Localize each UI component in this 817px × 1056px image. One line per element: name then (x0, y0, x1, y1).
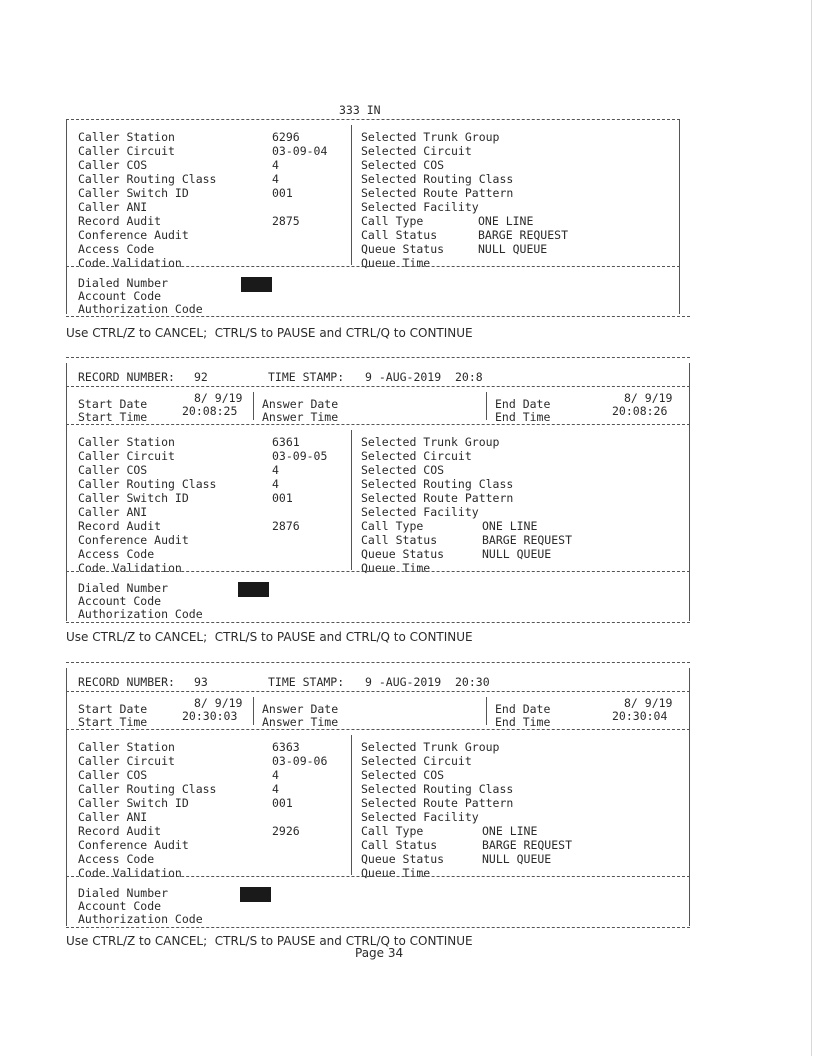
record-2-call-type: ONE LINE (482, 519, 538, 533)
record-3-label-caller-ani: Caller ANI (78, 810, 148, 824)
record-2-label-selected-circuit: Selected Circuit (361, 449, 472, 463)
record-1-label-code-validation: Code Validation (78, 256, 182, 270)
record-2-label-caller-routing-class: Caller Routing Class (78, 477, 217, 491)
record-3-caller-circuit: 03-09-06 (272, 754, 328, 768)
record-2-label-record-audit: Record Audit (78, 519, 162, 533)
record-3-label-caller-station: Caller Station (78, 740, 175, 754)
record-3-queue-status: NULL QUEUE (482, 852, 552, 866)
record-3-label-selected-routing-class: Selected Routing Class (361, 782, 514, 796)
record-3-end-time: 20:30:04 (612, 709, 668, 723)
record-1-label-selected-trunk-group: Selected Trunk Group (361, 130, 500, 144)
record-3-label-end-date: End Date (495, 702, 551, 716)
record-2-label-caller-ani: Caller ANI (78, 505, 148, 519)
record-1-record-audit: 2875 (272, 214, 300, 228)
record-3-header-rule (66, 691, 690, 692)
record-2-label-selected-routing-class: Selected Routing Class (361, 477, 514, 491)
record-1-control-prompt: Use CTRL/Z to CANCEL; CTRL/S to PAUSE and CTRL/Q to CONTINUE (66, 326, 473, 340)
record-2-bottom-rule (66, 622, 690, 623)
record-3-label-queue-time: Queue Time (361, 866, 431, 880)
record-1-label-caller-station: Caller Station (78, 130, 175, 144)
record-3-label-answer-date: Answer Date (262, 702, 339, 716)
record-2-mid-rule (66, 571, 690, 572)
record-2-caller-circuit: 03-09-05 (272, 449, 328, 463)
record-2-label-dialed-number: Dialed Number (78, 581, 169, 595)
record-2-queue-status: NULL QUEUE (482, 547, 552, 561)
record-3-end-divider (486, 697, 487, 725)
record-2-start-divider (253, 392, 254, 420)
record-1-call-type: ONE LINE (478, 214, 534, 228)
record-3-record-audit: 2926 (272, 824, 300, 838)
record-2-label-call-status: Call Status (361, 533, 438, 547)
record-3-label-queue-status: Queue Status (361, 852, 445, 866)
record-2-label-start-time: Start Time (78, 410, 148, 424)
record-1-label-caller-ani: Caller ANI (78, 200, 148, 214)
record-3-bottom-rule (66, 927, 690, 928)
record-2-label-caller-switch-id: Caller Switch ID (78, 491, 189, 505)
record-3-label-account-code: Account Code (78, 899, 162, 913)
record-2-top-rule (66, 357, 690, 358)
page-number: Page 34 (355, 946, 404, 960)
record-3-caller-routing-class: 4 (272, 782, 279, 796)
record-2-header-rule (66, 386, 690, 387)
record-3-label-answer-time: Answer Time (262, 715, 339, 729)
record-3-label-end-time: End Time (495, 715, 551, 729)
record-3-right-border (689, 668, 690, 926)
record-2-label-authorization-code: Authorization Code (78, 607, 203, 621)
record-2-label-queue-status: Queue Status (361, 547, 445, 561)
record-2-caller-routing-class: 4 (272, 477, 279, 491)
record-3-label-selected-circuit: Selected Circuit (361, 754, 472, 768)
record-2-record-number: 92 (194, 370, 208, 384)
record-3-label-conference-audit: Conference Audit (78, 838, 189, 852)
record-3-label-caller-switch-id: Caller Switch ID (78, 796, 189, 810)
record-1-right-border (679, 119, 680, 314)
record-2-label-answer-date: Answer Date (262, 397, 339, 411)
record-3-label-caller-cos: Caller COS (78, 768, 148, 782)
record-1-caller-circuit: 03-09-04 (272, 144, 328, 158)
record-1-call-status: BARGE REQUEST (478, 228, 569, 242)
record-2-label-record-number: RECORD NUMBER: (78, 370, 175, 384)
record-3-start-divider (253, 697, 254, 725)
record-2-label-selected-facility: Selected Facility (361, 505, 479, 519)
record-3-call-status: BARGE REQUEST (482, 838, 573, 852)
record-2-time-stamp: 9 -AUG-2019 20:8 (365, 370, 483, 384)
record-1-label-queue-status: Queue Status (361, 242, 445, 256)
record-3-caller-station: 6363 (272, 740, 300, 754)
record-3-start-time: 20:30:03 (182, 709, 238, 723)
record-3-label-selected-cos: Selected COS (361, 768, 445, 782)
record-1-label-dialed-number: Dialed Number (78, 276, 169, 290)
record-3-control-prompt: Use CTRL/Z to CANCEL; CTRL/S to PAUSE and CTRL/Q to CONTINUE (66, 934, 473, 948)
page-header-title: 333 IN (339, 103, 381, 117)
record-1-label-authorization-code: Authorization Code (78, 302, 203, 316)
record-3-caller-switch-id: 001 (272, 796, 293, 810)
record-3-start-date: 8/ 9/19 (194, 696, 243, 710)
record-2-end-divider (486, 392, 487, 420)
record-3-label-code-validation: Code Validation (78, 866, 182, 880)
record-1-label-call-type: Call Type (361, 214, 424, 228)
record-2-label-end-time: End Time (495, 410, 551, 424)
record-2-start-date: 8/ 9/19 (194, 391, 243, 405)
record-3-column-divider (351, 735, 352, 875)
record-1-label-selected-circuit: Selected Circuit (361, 144, 472, 158)
record-2-label-code-validation: Code Validation (78, 561, 182, 575)
record-1-label-account-code: Account Code (78, 289, 162, 303)
record-2-start-time: 20:08:25 (182, 404, 238, 418)
record-3-record-number: 93 (194, 675, 208, 689)
record-3-label-call-type: Call Type (361, 824, 424, 838)
record-3-mid-rule (66, 876, 690, 877)
record-1-top-rule (66, 119, 680, 120)
record-1-bottom-rule (66, 316, 690, 317)
record-3-left-border (66, 668, 67, 926)
record-2-label-account-code: Account Code (78, 594, 162, 608)
record-2-right-border (689, 363, 690, 621)
record-2-call-status: BARGE REQUEST (482, 533, 573, 547)
record-1-label-selected-routing-class: Selected Routing Class (361, 172, 514, 186)
record-2-end-date: 8/ 9/19 (624, 391, 673, 405)
record-2-caller-switch-id: 001 (272, 491, 293, 505)
record-3-time-stamp: 9 -AUG-2019 20:30 (365, 675, 490, 689)
record-3-label-caller-circuit: Caller Circuit (78, 754, 175, 768)
record-1-label-caller-routing-class: Caller Routing Class (78, 172, 217, 186)
record-3-label-start-time: Start Time (78, 715, 148, 729)
record-3-label-authorization-code: Authorization Code (78, 912, 203, 926)
record-3-end-date: 8/ 9/19 (624, 696, 673, 710)
record-2-caller-cos: 4 (272, 463, 279, 477)
record-3-caller-cos: 4 (272, 768, 279, 782)
record-2-label-caller-circuit: Caller Circuit (78, 449, 175, 463)
record-1-label-conference-audit: Conference Audit (78, 228, 189, 242)
record-2-record-audit: 2876 (272, 519, 300, 533)
record-2-dates-rule (66, 424, 690, 425)
record-2-label-access-code: Access Code (78, 547, 155, 561)
record-3-label-dialed-number: Dialed Number (78, 886, 169, 900)
record-2-dialed-number-redaction (238, 582, 269, 597)
record-1-label-caller-cos: Caller COS (78, 158, 148, 172)
record-2-label-start-date: Start Date (78, 397, 148, 411)
record-2-label-answer-time: Answer Time (262, 410, 339, 424)
record-1-caller-switch-id: 001 (272, 186, 293, 200)
record-3-dialed-number-redaction (240, 887, 271, 902)
record-2-label-conference-audit: Conference Audit (78, 533, 189, 547)
record-3-dates-rule (66, 729, 690, 730)
record-1-label-selected-route-pattern: Selected Route Pattern (361, 186, 514, 200)
record-1-label-access-code: Access Code (78, 242, 155, 256)
record-1-caller-cos: 4 (272, 158, 279, 172)
record-1-caller-station: 6296 (272, 130, 300, 144)
record-2-label-selected-cos: Selected COS (361, 463, 445, 477)
record-2-label-end-date: End Date (495, 397, 551, 411)
record-2-label-caller-cos: Caller COS (78, 463, 148, 477)
record-3-label-access-code: Access Code (78, 852, 155, 866)
record-1-dialed-number-redaction (241, 277, 272, 292)
record-3-label-caller-routing-class: Caller Routing Class (78, 782, 217, 796)
record-2-label-time-stamp: TIME STAMP: (268, 370, 345, 384)
record-3-label-selected-trunk-group: Selected Trunk Group (361, 740, 500, 754)
record-1-label-call-status: Call Status (361, 228, 438, 242)
record-3-label-call-status: Call Status (361, 838, 438, 852)
record-2-label-selected-trunk-group: Selected Trunk Group (361, 435, 500, 449)
record-2-caller-station: 6361 (272, 435, 300, 449)
record-2-end-time: 20:08:26 (612, 404, 668, 418)
record-3-label-time-stamp: TIME STAMP: (268, 675, 345, 689)
record-3-label-start-date: Start Date (78, 702, 148, 716)
record-1-left-border (66, 119, 67, 314)
record-1-label-record-audit: Record Audit (78, 214, 162, 228)
record-3-call-type: ONE LINE (482, 824, 538, 838)
record-2-left-border (66, 363, 67, 621)
record-3-top-rule (66, 662, 690, 663)
record-2-label-call-type: Call Type (361, 519, 424, 533)
record-2-control-prompt: Use CTRL/Z to CANCEL; CTRL/S to PAUSE and CTRL/Q to CONTINUE (66, 630, 473, 644)
record-1-label-selected-cos: Selected COS (361, 158, 445, 172)
record-3-label-selected-route-pattern: Selected Route Pattern (361, 796, 514, 810)
record-2-column-divider (351, 430, 352, 570)
record-1-caller-routing-class: 4 (272, 172, 279, 186)
record-2-label-caller-station: Caller Station (78, 435, 175, 449)
record-2-label-selected-route-pattern: Selected Route Pattern (361, 491, 514, 505)
record-1-label-queue-time: Queue Time (361, 256, 431, 270)
record-1-label-caller-switch-id: Caller Switch ID (78, 186, 189, 200)
record-1-label-selected-facility: Selected Facility (361, 200, 479, 214)
record-1-label-caller-circuit: Caller Circuit (78, 144, 175, 158)
record-1-column-divider (351, 125, 352, 265)
record-2-label-queue-time: Queue Time (361, 561, 431, 575)
record-3-label-record-number: RECORD NUMBER: (78, 675, 175, 689)
record-3-label-record-audit: Record Audit (78, 824, 162, 838)
record-3-label-selected-facility: Selected Facility (361, 810, 479, 824)
record-1-queue-status: NULL QUEUE (478, 242, 548, 256)
record-1-mid-rule (66, 266, 680, 267)
